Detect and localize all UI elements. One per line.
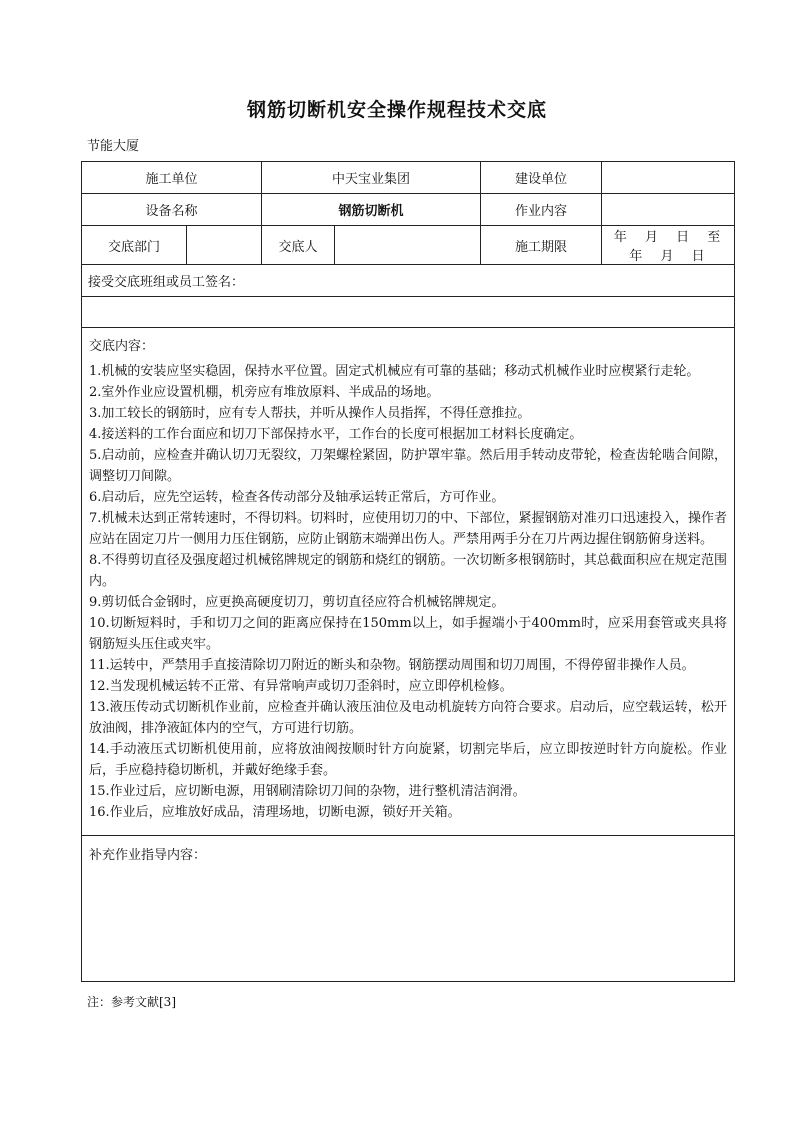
construction-unit-value: 中天宝业集团: [262, 162, 481, 194]
supplement-label: 补充作业指导内容：: [89, 848, 207, 863]
equipment-name-label: 设备名称: [82, 194, 262, 226]
content-item-12: 12.当发现机械运转不正常、有异常响声或切刀歪斜时，应立即停机检修。: [89, 679, 513, 694]
form-row-signature-area: [82, 297, 735, 328]
content-item-3: 3.加工较长的钢筋时，应有专人帮扶，并听从操作人员指挥，不得任意推拉。: [89, 406, 531, 421]
content-item-9: 9.剪切低合金钢时，应更换高硬度切刀，剪切直径应符合机械铭牌规定。: [89, 595, 505, 610]
presenter-value: [335, 226, 481, 265]
content-item-8: 8.不得剪切直径及强度超过机械铭牌规定的钢筋和烧红的钢筋。一次切断多根钢筋时，其总截面积应在规定范围内。: [89, 553, 728, 589]
period-label: 施工期限: [481, 226, 602, 265]
construction-unit-label: 施工单位: [82, 162, 262, 194]
content-item-6: 6.启动后，应先空运转，检查各传动部分及轴承运转正常后，方可作业。: [89, 490, 505, 505]
disclosure-content: [82, 328, 735, 836]
equipment-name-value: 钢筋切断机: [262, 194, 481, 226]
content-item-7: 7.机械未达到正常转速时，不得切料。切料时，应使用切刀的中、下部位，紧握钢筋对准刃口迅速投入，操作者应站在固定刀片一侧用力压住钢筋，应防止钢筋末端弹出伤人。严禁用两手分在刀片两边握住钢筋俯身送料。: [89, 511, 728, 547]
work-content-value: [602, 194, 735, 226]
content-item-1: 1.机械的安装应坚实稳固，保持水平位置。固定式机械应有可靠的基础；移动式机械作业时应楔紧行走轮。: [89, 364, 700, 379]
document-title: 钢筋切断机安全操作规程技术交底: [246, 99, 547, 121]
content-item-list: [89, 361, 727, 823]
project-name: 节能大厦: [87, 139, 140, 154]
signature-label: 接受交底班组或员工签名：: [82, 265, 735, 297]
content-item-5: 5.启动前，应检查并确认切刀无裂纹，刀架螺栓紧固，防护罩牢靠。然后用手转动皮带轮，检查齿轮啮合间隙，调整切刀间隙。: [89, 448, 728, 484]
form-row-equipment: [82, 194, 735, 226]
form-row-content: [82, 328, 735, 836]
period-value: 年 月 日 至 年 月 日: [602, 226, 735, 265]
form-row-signature-label: [82, 265, 735, 297]
content-item-16: 16.作业后，应堆放好成品，清理场地，切断电源，锁好开关箱。: [89, 805, 461, 820]
disclosure-form-table: [81, 161, 735, 982]
content-item-10: 10.切断短料时，手和切刀之间的距离应保持在150mm以上，如手握端小于400mm时，应采用套管或夹具将钢筋短头压住或夹牢。: [89, 616, 728, 652]
owner-unit-label: 建设单位: [481, 162, 602, 194]
content-item-13: 13.液压传动式切断机作业前，应检查并确认液压油位及电动机旋转方向符合要求。启动后，应空载运转，松开放油阀，排净液缸体内的空气，方可进行切筋。: [89, 700, 728, 736]
supplement-section: [82, 836, 735, 982]
presenter-label: 交底人: [262, 226, 335, 265]
content-item-11: 11.运转中，严禁用手直接清除切刀附近的断头和杂物。钢筋摆动周围和切刀周围，不得停留非操作人员。: [89, 658, 695, 673]
form-row-supplement: [82, 836, 735, 982]
content-item-2: 2.室外作业应设置机棚，机旁应有堆放原料、半成品的场地。: [89, 385, 440, 400]
signature-area: [82, 297, 735, 328]
content-item-14: 14.手动液压式切断机使用前，应将放油阀按顺时针方向旋紧，切割完毕后，应立即按逆时针方向旋松。作业后，手应稳持稳切断机，并戴好绝缘手套。: [89, 742, 728, 778]
form-row-dept: [82, 226, 735, 265]
form-row-construction-unit: [82, 162, 735, 194]
dept-value: [187, 226, 262, 265]
footnote: 注：参考文献[3]: [87, 995, 176, 1009]
content-header: 交底内容：: [89, 339, 155, 354]
dept-label: 交底部门: [82, 226, 187, 265]
content-item-4: 4.接送料的工作台面应和切刀下部保持水平，工作台的长度可根据加工材料长度确定。: [89, 427, 583, 442]
content-item-15: 15.作业过后，应切断电源，用钢刷清除切刀间的杂物，进行整机清洁润滑。: [89, 784, 526, 799]
work-content-label: 作业内容: [481, 194, 602, 226]
owner-unit-value: [602, 162, 735, 194]
